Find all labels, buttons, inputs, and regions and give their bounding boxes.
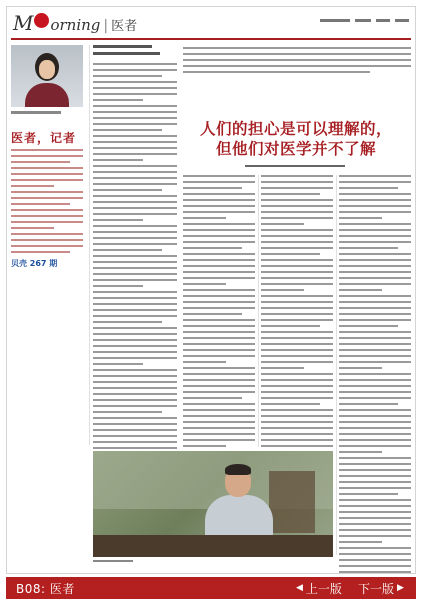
masthead-rule bbox=[11, 38, 411, 40]
triangle-left-icon: ◀ bbox=[296, 583, 303, 593]
column-divider bbox=[258, 175, 259, 447]
author-photo bbox=[11, 45, 83, 107]
masthead-logo bbox=[13, 11, 137, 35]
article-column-4 bbox=[339, 175, 411, 574]
photo-caption bbox=[93, 560, 133, 566]
author-caption bbox=[11, 111, 61, 114]
next-page-button[interactable] bbox=[358, 579, 404, 597]
masthead-separator: | bbox=[103, 18, 109, 34]
article-headline bbox=[183, 119, 409, 159]
designer-text bbox=[395, 19, 409, 22]
page-navigation-bar bbox=[6, 577, 416, 599]
triangle-right-icon: ▶ bbox=[397, 583, 404, 593]
logo-seal-icon bbox=[34, 13, 49, 28]
article-intro bbox=[183, 47, 411, 77]
column-title: 医者，记者 bbox=[11, 131, 77, 145]
next-page-label: 下一版 bbox=[358, 581, 395, 596]
headline-line-1: 人们的担心是可以理解的， bbox=[199, 120, 392, 138]
page-label: B08: 医者 bbox=[16, 582, 75, 596]
article-column-2 bbox=[183, 175, 255, 495]
weekday-text bbox=[355, 19, 371, 22]
columnist-sidebar bbox=[11, 45, 87, 569]
masthead bbox=[7, 7, 415, 41]
column-1-lead bbox=[93, 45, 177, 55]
editor-text bbox=[376, 19, 390, 22]
article-column-3 bbox=[261, 175, 333, 463]
masthead-meta bbox=[320, 19, 409, 22]
previous-page-label: 上一版 bbox=[305, 581, 342, 596]
issue-date-text bbox=[320, 19, 350, 22]
section-name: 医者 bbox=[111, 19, 138, 34]
logo-wordmark: orning bbox=[50, 16, 101, 34]
column-issue-count[interactable]: 贝壳 267 期 bbox=[11, 259, 58, 268]
article-photo bbox=[93, 451, 333, 557]
column-divider bbox=[89, 45, 90, 445]
article-byline bbox=[245, 165, 345, 171]
column-intro-text bbox=[11, 149, 83, 257]
column-divider bbox=[336, 175, 337, 555]
newspaper-page bbox=[6, 6, 416, 574]
logo-letter: M bbox=[13, 11, 34, 35]
article-column-1 bbox=[93, 45, 177, 513]
headline-line-2: 但他们对医学并不了解 bbox=[215, 140, 376, 158]
previous-page-button[interactable] bbox=[296, 579, 342, 597]
